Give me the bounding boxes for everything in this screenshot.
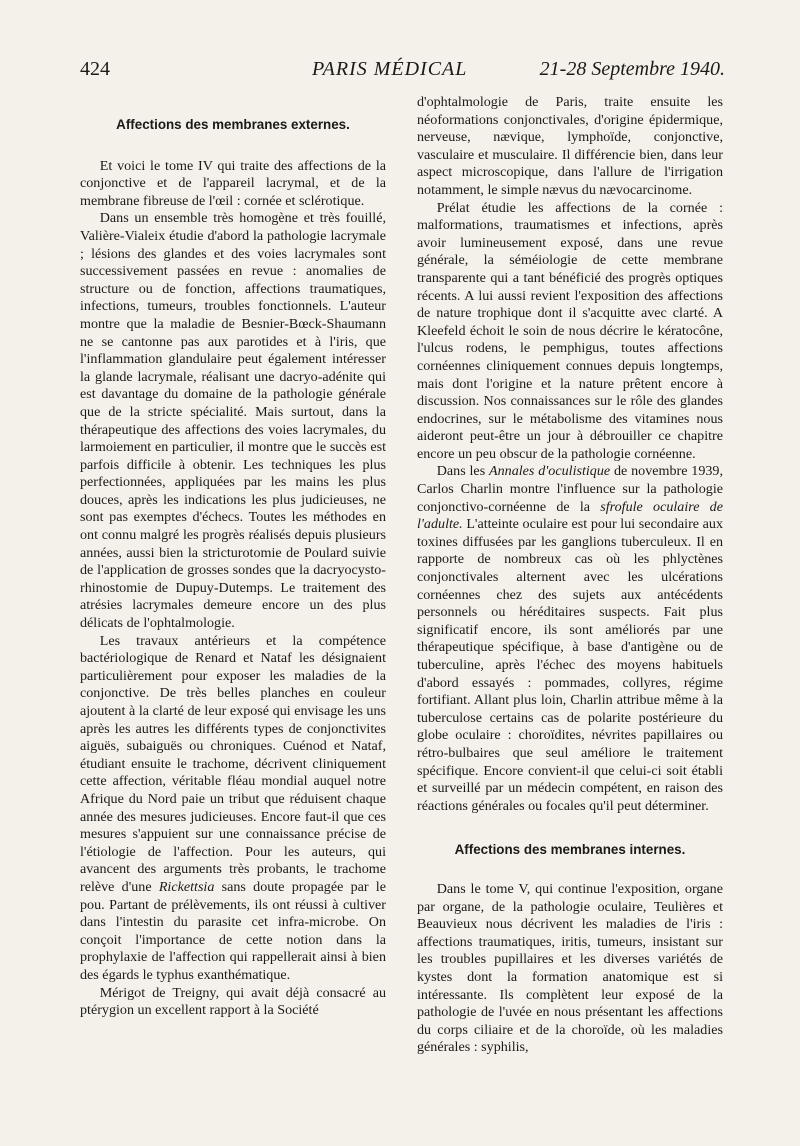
italic-journal-name: Annales d'oculistique	[489, 463, 611, 480]
paragraph-text: Dans les	[436, 463, 486, 480]
paragraph: Mérigot de Treigny, qui avait déjà consacré au ptérygion un excellent rapport à la Société	[80, 984, 386, 1019]
issue-date: 21-28 Septembre 1940.	[539, 58, 725, 80]
section-heading-external: Affections des membranes externes.	[116, 117, 350, 132]
page-number: 424	[80, 58, 110, 80]
paragraph: Prélat étudie les affections de la cornée : malformations, traumatismes et infections, après avoir lumineusement exposé, dans une revue générale, la séméiologie de cette membrane transparente qui a tant bénéficié des progrès optiques récents. A lui aussi revient l'exposition des affections de nature trophique dont il s'acquitte avec clarté. A Kleefeld échoit le soin de nous décrire le kératocône, l'ulcus rodens, le pemphigus, toutes affections cornéennes cliniquement connues depuis longtemps, mais dont l'origine et la nature prêtent encore à discussion. Nos connaissances sur le rôle des glandes endocrines, sur le métabolisme des vitamines nous aideront peut-être un jour à débrouiller ce chapitre encore un peu obscur de la pathologie cornéenne.	[417, 199, 723, 462]
right-column	[417, 94, 723, 1057]
page-header	[80, 58, 725, 88]
section-heading-internal: Affections des membranes internes.	[454, 842, 686, 858]
paragraph	[80, 633, 386, 985]
paragraph: d'ophtalmologie de Paris, traite ensuite les néoformations conjonctivales, d'origine épidermique, nerveuse, nævique, lymphoïde, conjonctive, vasculaire et musculaire. Il différencie bien, dans leur aspect microscopique, dans l'allure de l'irrigation notamment, le simple nævus du nævocarcinome.	[417, 94, 723, 198]
paragraph: Dans un ensemble très homogène et très fouillé, Valière-Vialeix étudie d'abord la pathologie lacrymale ; lésions des glandes et des voies lacrymales sont successivement passées en revue : anomalies de structure ou de fonction, affections traumatiques, infections, tumeurs, troubles fonctionnels. L'auteur montre que la maladie de Besnier-Bœck-Shaumann ne se cantonne pas aux parotides et à l'iris, que l'inflammation glandulaire peut également intéresser la glande lacrymale, réalisant une dacryo-adénite qui est davantage du domaine de la pathologie générale que de la stricte spécialité. Mais surtout, dans la thérapeutique des affections des voies lacrymales, du larmoiement en particulier, il montre que le succès est parfois difficile à obtenir. Les techniques les plus perfectionnées, appliquées par les mains les plus douces, après les indications les plus judicieuses, ne sont pas exemptes d'échecs. Toutes les méthodes en ont connu malgré les progrès réalisés depuis plusieurs années, aussi bien la stricturotomie de Poulard suivie de l'application de grosses sondes que la dacryocysto-rhinostomie de Dupuy-Dutemps. Le traitement des atrésies lacrymales demeure encore un des plus délicats de l'ophtalmologie.	[80, 210, 386, 632]
italic-term: Rickettsia	[158, 878, 215, 895]
paragraph-text: L'atteinte oculaire est pour lui secondaire aux toxines diffusées par les ganglions tuberculeux. Il en rapporte de nombreux cas où les phlyctènes conjonctivales alternent avec les ulcérations cornéennes chez des sujets aux antécédents personnels ou héréditaires suspects. Fait plus significatif encore, ils sont améliorés par une thérapeutique spécifique, à base d'antigène ou de tuberculine, après l'échec des moyens habituels d'abord essayés : pommades, collyres, régime fortifiant. Allant plus loin, Charlin attribue même à la tuberculose certains cas de polarite postérieure du globe oculaire : choroïdites, névrites papillaires ou rétro-bulbaires que seul améliore le traitement spécifique. Encore convient-il que celui-ci soit établi et surveillé par un médecin compétent, en raison des réactions générales ou focales qu'il peut déterminer.	[417, 516, 723, 814]
left-column	[80, 116, 386, 1020]
paragraph	[417, 463, 723, 815]
paragraph-text: sans doute propagée par le pou. Partant de prélèvements, ils ont réussi à cultiver dans l'intestin du parasite cet infra-microbe. On conçoit l'importance de cette notion dans la prophylaxie de l'affection qui rappellerait ainsi à bien des égards le typhus exanthématique.	[80, 878, 386, 983]
paragraph-text: Les travaux antérieurs et la compétence bactériologique de Renard et Nataf les désignaient particulièrement pour exposer les maladies de la conjonctive. De très belles planches en couleur ajoutent à la clarté de leur exposé qui envisage les uns après les autres les différents types de conjonctivites aiguës, subaiguës ou chroniques. Cuénod et Nataf, étudiant ensuite le trachome, décrivent cliniquement cette affection, véritable fléau mondial auquel notre Afrique du Nord paie un tribut que réduisent chaque année des mesures judicieuses. Encore faut-il que ces mesures s'appuient sur une connaissance précise de l'étiologie de l'affection. Pour les auteurs, qui avancent des arguments très probants, le trachome relève d'une	[80, 632, 386, 895]
journal-title: PARIS MÉDICAL	[312, 58, 468, 80]
paragraph-text: de novembre 1939, Carlos Charlin montre l'influence sur la pathologie conjonctivo-cornéenne de la	[417, 463, 723, 515]
italic-term: sfrofule oculaire de l'adulte.	[417, 498, 723, 533]
paragraph: Et voici le tome IV qui traite des affections de la conjonctive et de l'appareil lacrymal, et de la membrane fibreuse de l'œil : cornée et sclérotique.	[80, 157, 386, 209]
paragraph: Dans le tome V, qui continue l'exposition, organe par organe, de la pathologie oculaire, Teulières et Beauvieux nous décrivent les maladies de l'iris : affections traumatiques, iritis, tumeurs, insistant sur les troubles pupillaires et les diverses variétés de kystes dont la formation anatomique est si intéressante. Ils complètent leur exposé de la pathologie de l'uvée en nous présentant les affections du corps ciliaire et de la choroïde, où les maladies générales : syphilis,	[417, 880, 723, 1056]
